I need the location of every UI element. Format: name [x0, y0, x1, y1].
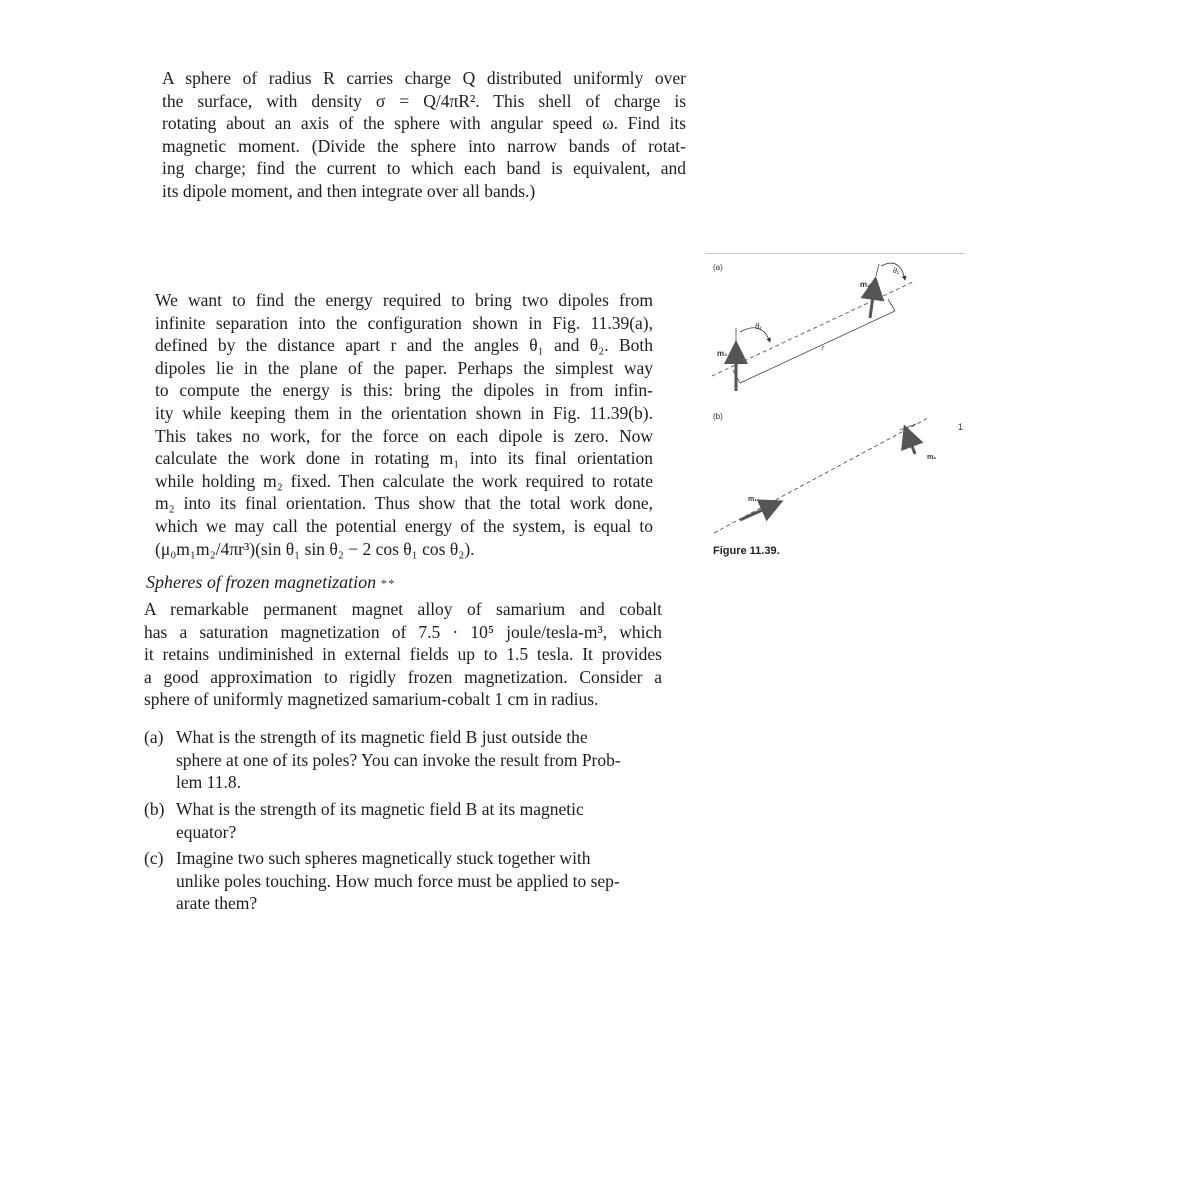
dipole-m1-label: m₁: [717, 349, 728, 358]
problem-dipoles-line-1: We want to find the energy required to bring two dipoles from: [155, 290, 653, 310]
problem-sphere-line-3: rotating about an axis of the sphere with angular speed ω. Find its: [162, 113, 686, 134]
part-b-line-1: What is the strength of its magnetic field B at its magnetic: [176, 799, 584, 819]
figure-caption: Figure 11.39.: [713, 545, 780, 557]
problem-frozen-line-1: A remarkable permanent magnet alloy of samarium and cobalt: [144, 599, 662, 619]
figure-label-a: (a): [713, 263, 723, 272]
problem-sphere-line-5: ing charge; find the current to which each band is equivalent, and: [162, 158, 686, 179]
theta2-label: θ₂: [893, 268, 900, 275]
problem-frozen-intro: [144, 598, 662, 711]
part-c-line-2: unlike poles touching. How much force must be applied to sep-: [176, 870, 620, 891]
part-a-label: (a): [144, 727, 164, 747]
dipole-m2-reference-line: [876, 264, 879, 276]
problem-part-b: [144, 798, 662, 843]
problem-sphere-line-6: its dipole moment, and then integrate over all bands.): [162, 180, 536, 201]
dipole-m2b-label: m₂: [927, 454, 937, 461]
problem-dipoles-line-8: calculate the work done in rotating m₁ into its final orientation: [155, 448, 653, 469]
dipole-m2b-arrow: [906, 430, 915, 454]
figure-11-39-svg: [700, 258, 980, 568]
problem-frozen-heading: [146, 572, 396, 593]
part-b-line-2: equator?: [176, 821, 237, 842]
part-c-line-1: Imagine two such spheres magnetically stuck together with: [176, 848, 591, 868]
part-c-line-3: arate them?: [176, 893, 258, 914]
problem-dipoles-line-6: ity while keeping them in the orientation shown in Fig. 11.39(b).: [155, 402, 653, 423]
axis-line-a: [712, 281, 915, 376]
problem-dipoles-line-5: to compute the energy is this: bring the dipoles in from infin-: [155, 380, 653, 401]
problem-part-a: [144, 726, 662, 794]
problem-dipoles-line-10: m₂ into its final orientation. Thus show that the total work done,: [155, 493, 653, 514]
dipole-m1b-label: m₁: [748, 496, 758, 503]
part-c-label: (c): [144, 848, 164, 868]
problem-frozen-line-3: it retains undiminished in external fields up to 1.5 tesla. It provides: [144, 644, 662, 665]
problem-dipoles-line-7: This takes no work, for the force on each dipole is zero. Now: [155, 425, 653, 446]
problem-sphere-line-4: magnetic moment. (Divide the sphere into narrow bands of rotat-: [162, 135, 686, 156]
part-a-line-3: lem 11.8.: [176, 772, 241, 793]
problem-dipoles-line-4: dipoles lie in the plane of the paper. Perhaps the simplest way: [155, 357, 653, 378]
problem-dipoles-line-3: defined by the distance apart r and the angles θ₁ and θ₂. Both: [155, 335, 653, 356]
part-b-label: (b): [144, 799, 165, 819]
problem-frozen-line-2: has a saturation magnetization of 7.5 · 10⁵ joule/tesla-m³, which: [144, 621, 662, 642]
dipole-m2-arrow: [870, 282, 875, 318]
figure-side-mark: 1: [958, 422, 964, 432]
part-a-line-1: What is the strength of its magnetic field B just outside the: [176, 727, 588, 747]
figure-top-rule: [705, 253, 965, 254]
problem-dipoles-line-2: infinite separation into the configuration shown in Fig. 11.39(a),: [155, 312, 653, 333]
theta1-label: θ₁: [755, 322, 762, 331]
problem-part-c: [144, 847, 662, 915]
separation-r-label: r: [822, 345, 825, 352]
problem-sphere-line-1: A sphere of radius R carries charge Q distributed uniformly over: [162, 68, 686, 88]
dipole-m2-label: m₂: [860, 280, 871, 289]
problem-frozen-title: Spheres of frozen magnetization: [146, 572, 377, 592]
problem-dipoles-line-12: (μ₀m₁m₂/4πr³)(sin θ₁ sin θ₂ − 2 cos θ₁ cos θ₂).: [155, 538, 475, 559]
separation-line: [740, 311, 895, 383]
dipole-m1b-arrow: [740, 503, 778, 520]
figure-11-39: [700, 258, 980, 568]
problem-frozen-line-5: sphere of uniformly magnetized samarium-cobalt 1 cm in radius.: [144, 689, 599, 710]
problem-dipoles-line-11: which we may call the potential energy of the system, is equal to: [155, 515, 653, 536]
difficulty-stars: **: [380, 576, 396, 591]
separation-tick-right: [888, 299, 895, 311]
figure-label-b: (b): [713, 412, 723, 421]
problem-dipoles: [155, 289, 653, 560]
problem-sphere: [162, 67, 686, 203]
part-a-line-2: sphere at one of its poles? You can invoke the result from Prob-: [176, 749, 621, 770]
problem-sphere-line-2: the surface, with density σ = Q/4πR². This shell of charge is: [162, 90, 686, 111]
problem-dipoles-line-9: while holding m₂ fixed. Then calculate the work required to rotate: [155, 470, 653, 491]
problem-frozen-line-4: a good approximation to rigidly frozen magnetization. Consider a: [144, 666, 662, 687]
